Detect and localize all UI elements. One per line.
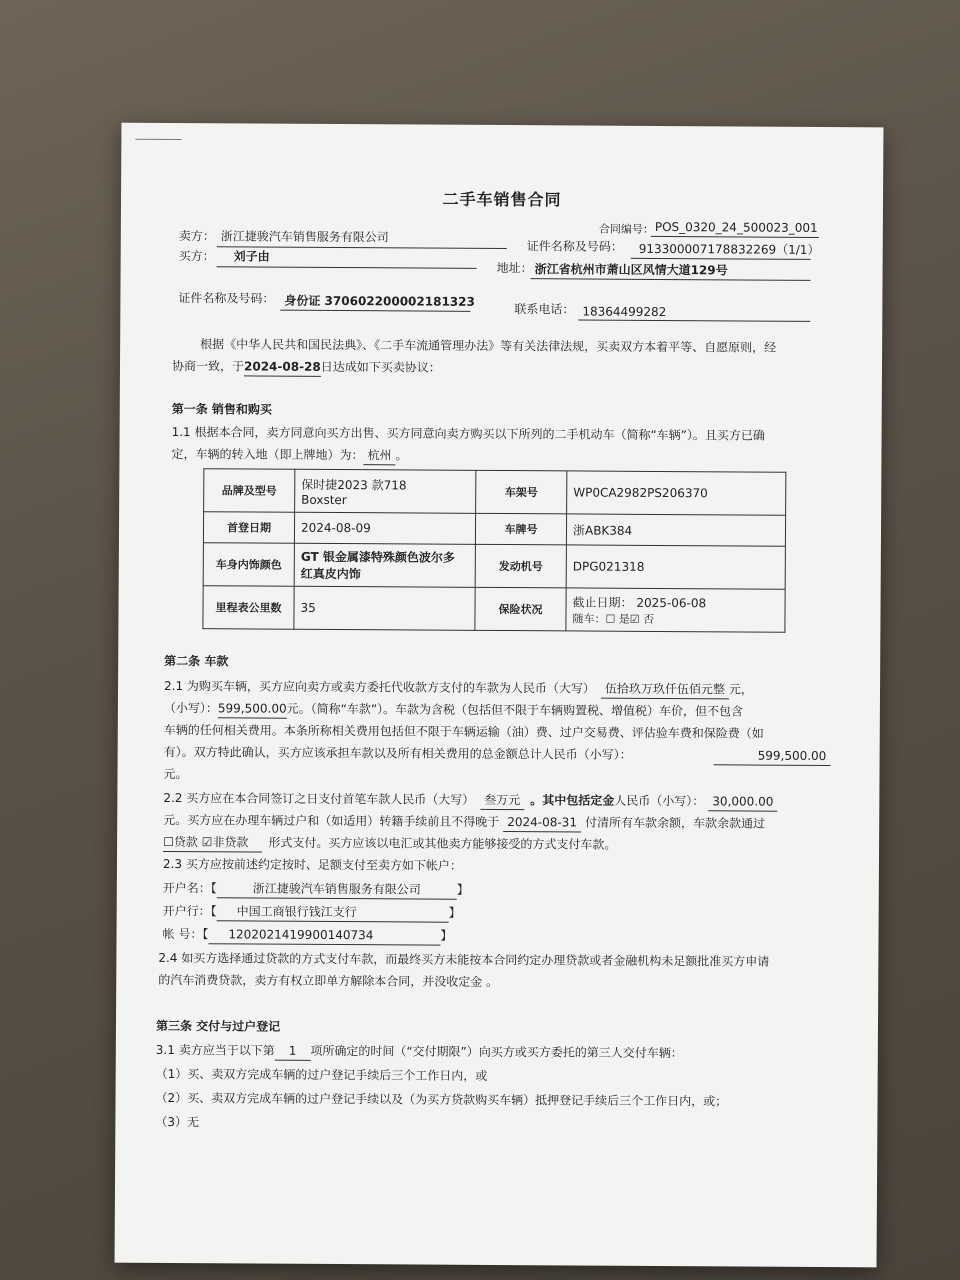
buyer-phone: 18364499282 xyxy=(582,304,667,320)
article2-1-line4: 有）。双方特此确认，买方应该承担车款以及所有相关费用的总金额总计人民币（小写）： xyxy=(163,744,632,762)
frame-label: 车架号 xyxy=(476,470,567,514)
insurance-value: 截止日期： 2025-06-08 随车：☐ 是☑ 否 xyxy=(566,588,785,632)
address-label: 地址： xyxy=(496,260,533,276)
account-bank-row: 开户行：【 中国工商银行钱江支行 】 xyxy=(163,902,461,923)
engine-value: DPG021318 xyxy=(566,545,785,589)
article2-4-line2: 的汽车消费贷款，卖方有权立即单方解除本合同，并没收定金 。 xyxy=(158,972,499,989)
seller-label: 卖方： xyxy=(178,229,215,244)
buyer-id-label: 证件名称及号码： xyxy=(178,291,275,306)
article1-1-line2: 定，车辆的转入地（即上牌地）为： 杭州 。 xyxy=(171,445,407,465)
article2-2-line2: 元。买方应在办理车辆过户和（如适用）转籍手续前且不得晚于 2024-08-31 付清所有车款余额，车款余款通过 xyxy=(163,812,766,831)
account-number-row: 帐 号：【 1202021419900140734 】 xyxy=(162,925,452,946)
mileage-label: 里程表公里数 xyxy=(203,586,294,630)
article3-1: 3.1 卖方应当于以下第 1 项所确定的时间（“交付期限”）向买方或买方委托的第三人交付车辆： xyxy=(155,1042,683,1061)
frame-value: WP0CA2982PS206370 xyxy=(567,471,786,515)
insurance-label: 保险状况 xyxy=(475,587,566,631)
article3-option3: （3）无 xyxy=(155,1114,200,1130)
vehicle-info-table xyxy=(202,468,786,633)
contract-no: POS_0320_24_500023_001 xyxy=(654,219,818,235)
article2-title: 第二条 车款 xyxy=(164,653,229,669)
brand-value: 保时捷2023 款718 Boxster xyxy=(295,469,476,513)
plate-label: 车牌号 xyxy=(475,513,566,545)
plate-value: 浙ABK384 xyxy=(566,514,785,546)
preamble-line2: 协商一致，于2024-08-28日达成如下买卖协议： xyxy=(172,357,441,378)
color-value: GT 银金属漆特殊颜色波尔多 红真皮内饰 xyxy=(294,543,475,587)
seller-cert-label: 证件名称及号码： xyxy=(526,239,623,254)
article2-1-total: 599,500.00 xyxy=(714,746,831,766)
pen-mark xyxy=(135,139,181,140)
seller-name: 浙江捷骏汽车销售服务有限公司 xyxy=(220,229,389,245)
article2-2-line1: 2.2 买方应在本合同签订之日支付首笔车款人民币（大写） 叁万元 。其中包括定金人民币（小写）： 30,000.00 xyxy=(163,789,777,812)
article2-3: 2.3 买方应按前述约定按时、足额支付至卖方如下帐户： xyxy=(162,856,462,873)
article3-title: 第三条 交付与过户登记 xyxy=(155,1018,281,1034)
engine-label: 发动机号 xyxy=(475,544,566,588)
buyer-id: 身份证 370602200002181323 xyxy=(284,293,475,309)
contract-no-label: 合同编号： xyxy=(598,222,654,236)
article3-option2: （2）买、卖双方完成车辆的过户登记手续以及（为买方贷款购买车辆）抵押登记手续后三个工作日内，或； xyxy=(155,1090,728,1109)
reg-date-value: 2024-08-09 xyxy=(294,512,475,544)
preamble-line1: 根据《中华人民共和国民法典》、《二手车流通管理办法》等有关法律法规，买卖双方本着平等、自愿原则，经 xyxy=(200,337,777,355)
article3-option1: （1）买、卖双方完成车辆的过户登记手续后三个工作日内，或 xyxy=(155,1066,488,1083)
color-label: 车身内饰颜色 xyxy=(203,543,294,587)
article2-2-line3: ☐贷款 ☑非贷款 形式支付。买方应该以电汇或其他卖方能够接受的方式支付车款。 xyxy=(163,834,617,852)
contract-paper xyxy=(115,123,884,1268)
seller-cert: 913300007178832269（1/1） xyxy=(638,241,820,257)
document-title: 二手车销售合同 xyxy=(442,189,562,210)
reg-date-label: 首登日期 xyxy=(203,512,294,544)
phone-label: 联系电话： xyxy=(514,302,575,317)
article2-1-line1: 2.1 为购买车辆，买方应向卖方或卖方委托代收款方支付的车款为人民币（大写） 伍拾玖万玖仟伍佰元整 元， xyxy=(164,677,753,700)
article2-1-line2: （小写）：599,500.00元。（简称“车款”）。车款为含税（包括但不限于车辆购置税、增值税）车价，但不包含 xyxy=(163,700,744,719)
buyer-address: 浙江省杭州市萧山区风情大道129号 xyxy=(534,262,728,278)
mileage-value: 35 xyxy=(294,586,475,630)
brand-label: 品牌及型号 xyxy=(204,469,295,513)
article1-title: 第一条 销售和购买 xyxy=(171,401,272,417)
article2-1-line5: 元。 xyxy=(163,766,188,782)
article1-1-line1: 1.1 根据本合同，卖方同意向买方出售、买方同意向卖方购买以下所列的二手机动车（简称“车辆”）。且买方已确 xyxy=(171,424,765,443)
buyer-name: 刘子由 xyxy=(233,249,270,264)
account-name-row: 开户名：【 浙江捷骏汽车销售服务有限公司 】 xyxy=(163,879,469,900)
buyer-label: 买方： xyxy=(178,249,215,264)
article2-1-line3: 车辆的任何相关费用。本条所称相关费用包括但不限于车辆运输（油）费、过户交易费、评估验车费和保险费（如 xyxy=(163,722,764,741)
article2-4-line1: 2.4 如买方选择通过贷款的方式支付车款，而最终买方未能按本合同约定办理贷款或者金融机构未足额批准买方申请 xyxy=(158,950,770,969)
